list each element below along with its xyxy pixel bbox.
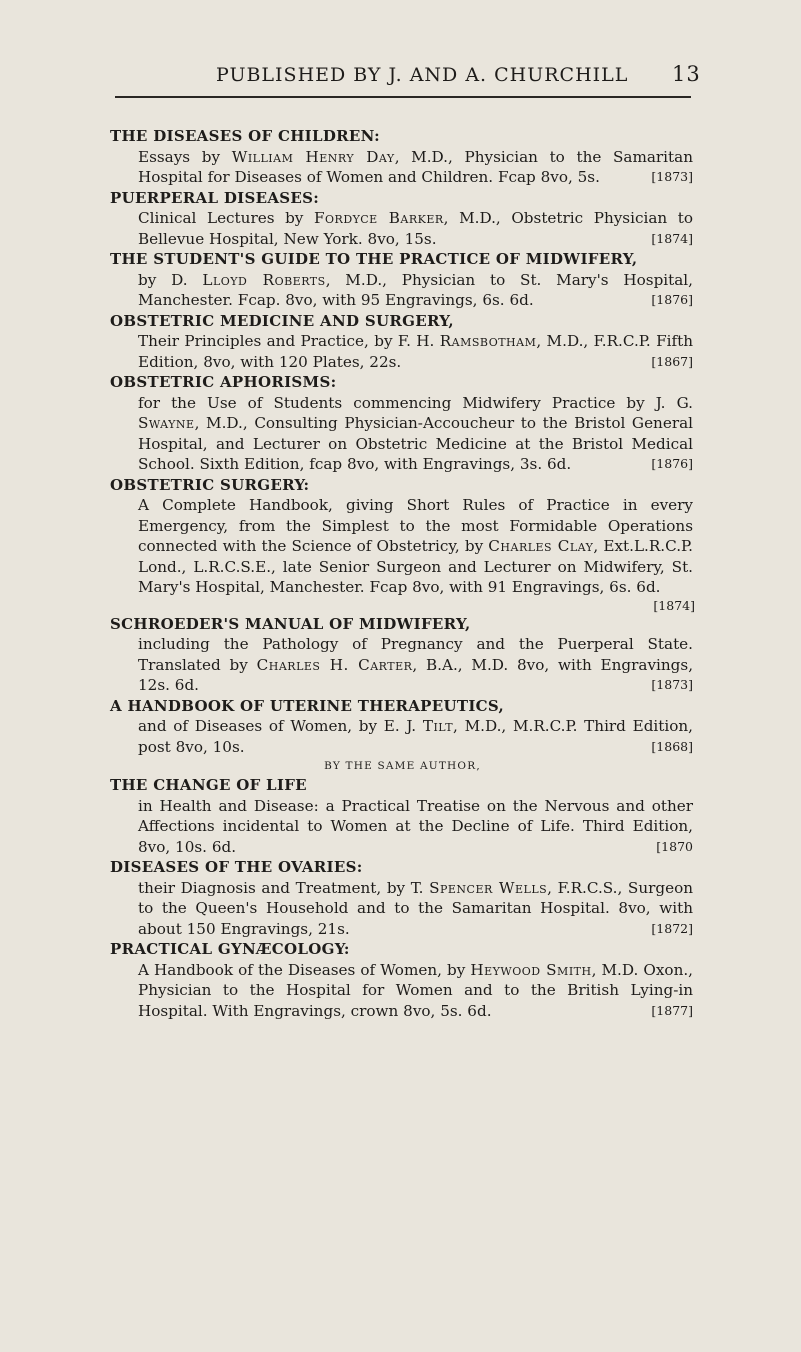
entry-author: William Henry Day <box>231 147 395 166</box>
entry-text: Clinical Lectures by <box>138 209 314 227</box>
entry-year: [1874] <box>653 597 695 613</box>
entry-text: in Health and Disease: a Practical Treatise on the Nervous and other Affections incidental to Women at the Decline of Life. Third Edition, 8vo, 10s. 6d. <box>138 796 693 856</box>
entry-description <box>110 634 695 696</box>
entry-description <box>110 393 695 475</box>
entry-text: and of Diseases of Women, by E. J. <box>138 717 423 735</box>
entry-description <box>110 878 695 940</box>
entry-text: Their Principles and Practice, by F. H. <box>138 332 440 350</box>
entry-year: [1873] <box>651 677 693 692</box>
entry-title: SCHROEDER'S MANUAL OF MIDWIFERY, <box>110 614 471 633</box>
same-author-note: BY THE SAME AUTHOR, <box>324 760 481 772</box>
entry-text: , B.A., M.D. 8vo, with Engravings, 12s. 6d. <box>138 655 694 694</box>
entry-text: for the Use of Students commencing Midwifery Practice by J. G. <box>138 393 693 412</box>
entry-author: Swayne <box>138 414 195 432</box>
entry-author: Fordyce Barker <box>313 209 444 227</box>
catalogue-entry <box>110 475 695 614</box>
entry-title: OBSTETRIC MEDICINE AND SURGERY, <box>110 311 454 330</box>
entry-title: THE CHANGE OF LIFE <box>110 776 307 794</box>
entry-description <box>110 331 695 372</box>
catalogue-entry <box>110 126 695 188</box>
entry-title: PRACTICAL GYNÆCOLOGY: <box>110 940 350 958</box>
entry-text: , M.D. Oxon., Physician to the Hospital for Women and to the British Lying-in Hospital. With Engravings, crown 8vo, 5s. 6d. <box>138 960 694 1020</box>
entry-year: [1876] <box>651 292 693 307</box>
entry-author: Heywood Smith <box>470 960 592 979</box>
catalogue-entry <box>110 696 695 758</box>
catalogue-entry <box>110 249 695 311</box>
entry-description <box>110 716 695 757</box>
entry-year: [1877] <box>651 1002 693 1018</box>
entry-text: , M.D., F.R.C.P. Fifth Edition, 8vo, with 120 Plates, 22s. <box>138 332 694 371</box>
catalogue-entry <box>110 372 695 475</box>
entry-year: [1870 <box>656 838 693 854</box>
entry-title: OBSTETRIC SURGERY: <box>110 475 310 494</box>
entry-title: OBSTETRIC APHORISMS: <box>110 373 337 391</box>
entry-title: THE DISEASES OF CHILDREN: <box>110 127 380 145</box>
running-head <box>0 60 801 90</box>
entry-author: Charles H. Carter <box>256 655 413 674</box>
entry-year: [1868] <box>651 738 693 754</box>
entry-text: , M.D., M.R.C.P. Third Edition, post 8vo, 10s. <box>138 717 693 756</box>
entry-description <box>110 270 695 311</box>
entry-description <box>110 796 695 858</box>
catalogue-entry <box>110 311 695 373</box>
entry-author: Ramsbotham <box>439 332 537 350</box>
entry-text: , F.R.C.S., Surgeon to the Queen's Household and to the Samaritan Hospital. 8vo, with about 150 Engravings, 21s. <box>138 878 693 938</box>
catalogue-entry <box>110 857 695 939</box>
entry-author: Lloyd Roberts <box>202 270 326 289</box>
entry-title: DISEASES OF THE OVARIES: <box>110 858 363 876</box>
catalogue-entry <box>110 939 695 1021</box>
entry-text: their Diagnosis and Treatment, by T. <box>138 878 430 897</box>
entry-title: A HANDBOOK OF UTERINE THERAPEUTICS, <box>110 696 505 715</box>
entry-year: [1867] <box>651 353 693 369</box>
entry-text: A Complete Handbook, giving Short Rules of Practice in every Emergency, from the Simplest to the most Formidable Operations connected with the Science of Obstetricy, by <box>138 496 693 555</box>
entry-text: by D. <box>138 270 203 289</box>
entry-author: Tilt <box>422 717 454 735</box>
entry-text: , M.D., Physician to the Samaritan Hospital for Diseases of Women and Children. Fcap 8vo, 5s. <box>138 147 693 186</box>
catalogue-entry <box>110 614 695 696</box>
entry-description <box>110 208 695 249</box>
entry-text: including the Pathology of Pregnancy and the Puerperal State. Translated by <box>138 635 693 674</box>
entry-title: THE STUDENT'S GUIDE TO THE PRACTICE OF MIDWIFERY, <box>110 250 638 268</box>
entry-description <box>110 147 695 188</box>
entry-description <box>110 495 695 598</box>
entry-title: PUERPERAL DISEASES: <box>110 188 320 207</box>
entry-text: , M.D., Obstetric Physician to Bellevue Hospital, New York. 8vo, 15s. <box>138 209 693 248</box>
entry-year: [1873] <box>651 169 693 184</box>
catalogue-entry <box>110 757 695 857</box>
entry-text: A Handbook of the Diseases of Women, by <box>138 960 471 979</box>
entry-text: , M.D., Consulting Physician-Accoucheur to the Bristol General Hospital, and Lecturer on Obstetric Medicine at the Bristol Medical School. Sixth Edition, fcap 8vo, with Engravings, 3s. 6d. <box>138 414 693 473</box>
entry-description <box>110 960 695 1022</box>
header-rule <box>115 96 691 98</box>
entry-year: [1876] <box>651 456 693 471</box>
page-number: 13 <box>672 62 701 86</box>
catalogue-list <box>110 126 695 1021</box>
entry-year: [1874] <box>651 230 693 246</box>
entry-author: Charles Clay <box>488 537 594 555</box>
catalogue-entry <box>110 188 695 250</box>
running-head-title: PUBLISHED BY J. AND A. CHURCHILL <box>216 64 629 86</box>
entry-text: , Ext.L.R.C.P. Lond., L.R.C.S.E., late Senior Surgeon and Lecturer on Midwifery, St. Mary's Hospital, Manchester. Fcap 8vo, with 91 Engravings, 6s. 6d. <box>138 537 693 596</box>
entry-author: Spencer Wells <box>429 878 548 897</box>
entry-text: Essays by <box>138 147 232 166</box>
entry-year: [1872] <box>651 920 693 936</box>
entry-text: , M.D., Physician to St. Mary's Hospital, Manchester. Fcap. 8vo, with 95 Engravings, 6s. 6d. <box>138 270 693 309</box>
